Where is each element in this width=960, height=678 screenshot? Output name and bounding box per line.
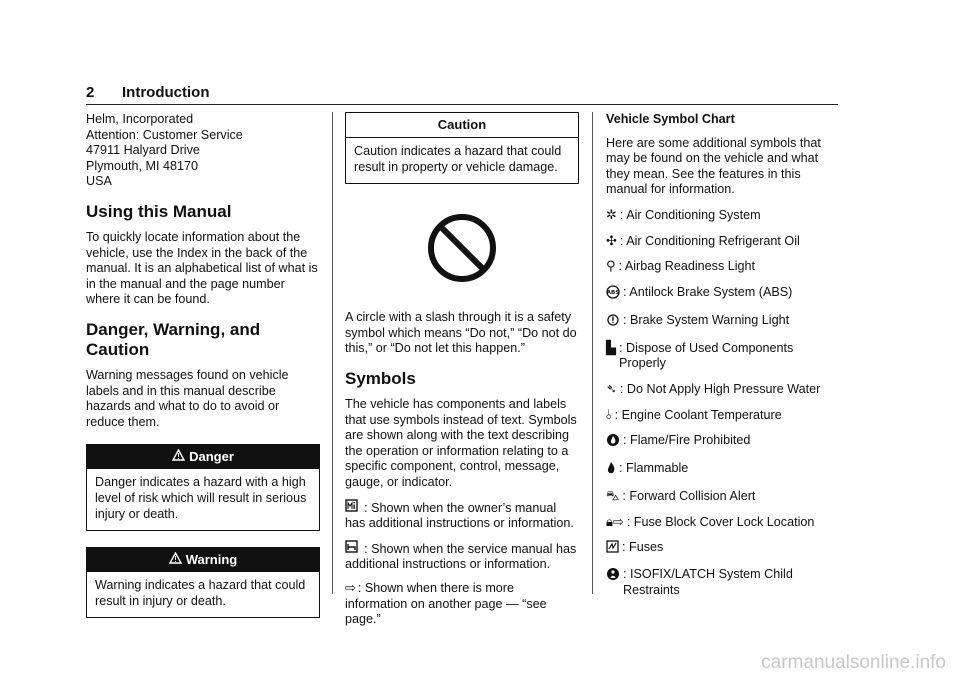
warning-header [87,548,319,572]
svg-text:ABS: ABS [606,289,620,296]
ac-oil-icon: ✣ [606,233,617,249]
symbol-label: : Airbag Readiness Light [618,259,756,274]
using-manual-text: To quickly locate information about the vehicle, use the Index in the back of the manual. It is an alphabetical list of what is in the manual and the page number where it can be found. [86,229,318,307]
symbol-row [606,461,840,479]
column-left [86,112,320,634]
address-line: 47911 Halyard Drive [86,143,200,158]
using-manual-heading: Using this Manual [86,201,232,221]
no-flame-icon [606,433,620,451]
symbol-row [606,433,840,451]
symbol-label: : Do Not Apply High Pressure Water [619,381,821,396]
watermark: carmanualsonline.info [761,652,946,673]
symbol-row [606,313,840,331]
symbol-label: : Forward Collision Alert [622,489,756,504]
arrow-right-icon: ⇨ [345,580,356,596]
airbag-icon: ⚲ [606,259,616,275]
service-manual-note [345,540,579,573]
symbol-label: : Flame/Fire Prohibited [623,433,751,448]
symbol-row [606,341,840,372]
page-header [86,84,838,105]
symbol-row [606,489,840,505]
caution-header: Caution [346,113,578,138]
symbol-label: : ISOFIX/LATCH System Child Restraints [623,567,793,597]
symbol-row [606,382,840,398]
fuse-lock-icon: 🔒︎⇨ [606,514,624,530]
collision-alert-icon: ⛍ [606,489,620,505]
symbol-chart-intro: Here are some additional symbols that may be found on the vehicle and what they mean. See the features in this manual for information. [606,135,821,197]
warning-triangle-icon [172,449,185,465]
circle-slash-text: A circle with a slash through it is a safety symbol which means “Do not,” “Do not do this,” or “Do not let this happen.” [345,310,577,356]
symbol-label: : Air Conditioning System [619,207,761,222]
column-middle [345,112,579,636]
symbol-label: : Antilock Brake System (ABS) [623,284,793,299]
child-restraint-icon [606,567,620,585]
warning-text: Warning indicates a hazard that could result in injury or death. [95,578,306,608]
danger-box [86,444,320,531]
column-right [606,112,840,609]
symbol-row [606,540,840,557]
address-line: USA [86,174,112,189]
section-title: Introduction [122,84,210,101]
dispose-icon: ▙ [606,340,616,356]
address-block [86,112,320,190]
snowflake-icon: ✲ [606,207,617,223]
symbol-row [606,408,840,424]
symbols-text: The vehicle has components and labels that use symbols instead of text. Symbols are shown along with the text describing the operation or information relating to a specific component, control, message, gauge, or indicator. [345,396,577,489]
abs-icon [606,285,620,303]
caution-box [345,112,579,184]
owner-manual-text: : Shown when the owner’s manual has additional instructions or information. [345,500,574,531]
symbol-label: : Air Conditioning Refrigerant Oil [619,233,800,248]
owner-manual-note [345,499,579,532]
book-icon [345,501,362,516]
symbol-label: : Fuses [622,540,664,555]
see-page-text: : Shown when there is more information on another page — “see page.” [345,580,547,627]
caution-text: Caution indicates a hazard that could result in property or vehicle damage. [354,144,562,174]
symbol-label: : Flammable [619,461,689,476]
see-page-note [345,581,579,628]
symbol-label: : Brake System Warning Light [623,312,790,327]
brake-icon [606,313,620,331]
warning-box [86,547,320,618]
symbol-row [606,515,840,531]
symbols-heading: Symbols [345,368,416,388]
symbol-row [606,208,840,224]
flame-icon [606,461,616,479]
service-manual-text: : Shown when the service manual has additional instructions or information. [345,541,577,572]
coolant-temp-icon: ⫰ [606,407,612,423]
symbol-label: : Dispose of Used Components Properly [619,340,794,371]
address-line: Plymouth, MI 48170 [86,158,199,173]
dwc-text: Warning messages found on vehicle labels and in this manual describe hazards and what to do to avoid or reduce them. [86,367,289,429]
prohibition-symbol-icon [426,212,498,284]
dwc-heading: Danger, Warning, and Caution [86,319,261,359]
warning-triangle-icon [169,552,182,568]
symbol-label: : Engine Coolant Temperature [614,407,782,422]
page-number: 2 [86,84,95,101]
symbol-row [606,285,840,303]
column-divider [332,112,333,594]
warning-label: Warning [185,552,238,568]
danger-header [87,445,319,469]
service-manual-icon [345,542,362,557]
symbol-chart-heading: Vehicle Symbol Chart [606,112,735,126]
pressure-water-icon: ➴ [606,381,617,397]
address-line: Helm, Incorporated [86,112,194,126]
symbol-label: : Fuse Block Cover Lock Location [626,514,815,529]
column-divider [592,112,593,594]
address-line: Attention: Customer Service [86,127,243,142]
symbol-row [606,259,840,275]
danger-text: Danger indicates a hazard with a high level of risk which will result in serious injury or death. [95,475,307,521]
symbol-row [606,567,840,598]
fuse-icon [606,540,619,557]
symbol-row [606,234,840,250]
danger-label: Danger [189,449,234,465]
